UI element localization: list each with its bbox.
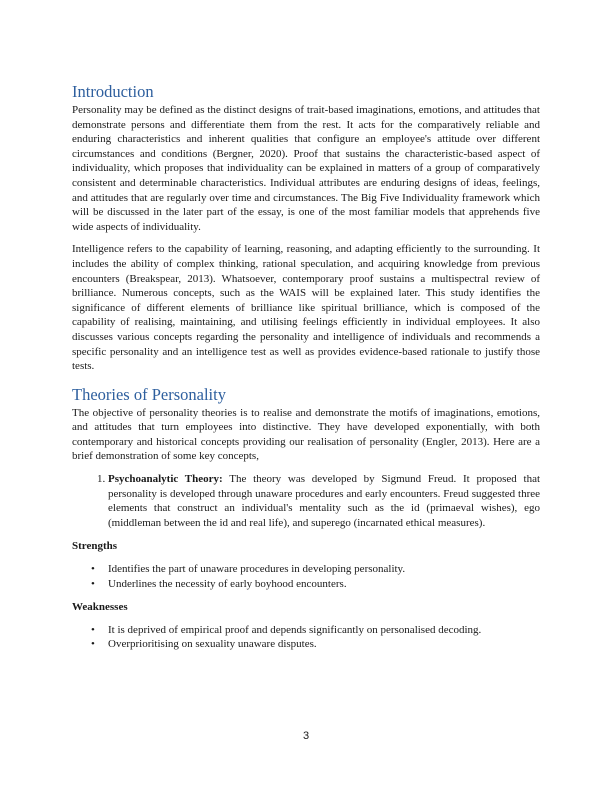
heading-introduction: Introduction <box>72 82 154 101</box>
theory-name: Psychoanalytic Theory: <box>108 473 223 486</box>
bullet-icon: • <box>91 563 95 576</box>
theory-description: The theory was developed by Sigmund Freud. It proposed that personality is developed through unaware procedures and early encounters. Freud suggested three elements that construct an individual's mentality such as the id (primaeval wishes), ego (middleman between the id and real life), and superego (incarnated ethical measures). <box>108 473 541 529</box>
weaknesses-heading: Weaknesses <box>72 601 128 614</box>
weaknesses-list <box>72 623 540 652</box>
intro-paragraph-1: Personality may be defined as the distinct designs of trait-based imaginations, emotions, and attitudes that demonstrate persons and differentiate them from the rest. It acts for the comparatively reliable and enduring characteristics and inherent qualities that configure an employee's attitude over different circumstances and conditions (Bergner, 2020). Proof that sustains the characteristic-based aspect of individuality, which proposes that individuality can be explained in matters of a group of comparatively consistent and determinable characteristics. Individual attributes are enduring designs of ideas, feelings, and attitudes that are regularly over time and circumstances. The Big Five Individuality framework which will be discussed in the later part of the essay, is one of the most familiar models that apprehends five wide aspects of individuality. <box>72 104 540 233</box>
list-item: • It is deprived of empirical proof and depends significantly on personalised decoding. <box>91 623 482 636</box>
intro-paragraph-2: Intelligence refers to the capability of learning, reasoning, and adapting efficiently to the surrounding. It includes the ability of complex thinking, rational speculation, and acquiring knowledge from previous encounters (Breakspear, 2013). Whatsoever, contemporary proof sustains a multispectral review of brilliance. Numerous concepts, such as the WAIS will be explained later. This study identifies the significance of different elements of brilliance like spiritual brilliance, which is composed of the capability of realising, maintaining, and utilising feelings efficiently in individual employees. It also discusses various concepts regarding the personality and intelligence of individuals and recommends a specific personality and an intelligence test as well as provides evidence-based rationale to justify those tests. <box>72 243 540 373</box>
list-item: • Overprioritising on sexuality unaware disputes. <box>91 638 317 651</box>
bullet-icon: • <box>91 577 95 590</box>
heading-theories-of-personality: Theories of Personality <box>72 384 226 404</box>
list-item: • Identifies the part of unaware procedures in developing personality. <box>91 563 406 576</box>
strengths-heading: Strengths <box>72 540 118 553</box>
bullet-icon: • <box>91 623 95 636</box>
list-item: • Underlines the necessity of early boyhood encounters. <box>91 577 347 590</box>
strengths-list <box>72 562 540 591</box>
page-number: 3 <box>302 730 310 742</box>
bullet-icon: • <box>91 638 95 651</box>
theories-list <box>72 472 540 530</box>
theory-item <box>108 472 540 530</box>
theories-intro-paragraph: The objective of personality theories is to realise and demonstrate the motifs of imaginations, emotions, and attitudes that turn employees into distinctive. They have developed exponentially, with both contemporary and historical concepts providing our realisation of personality (Engler, 2013). Here are a brief demonstration of some key concepts, <box>72 406 540 463</box>
page-content <box>72 82 540 652</box>
